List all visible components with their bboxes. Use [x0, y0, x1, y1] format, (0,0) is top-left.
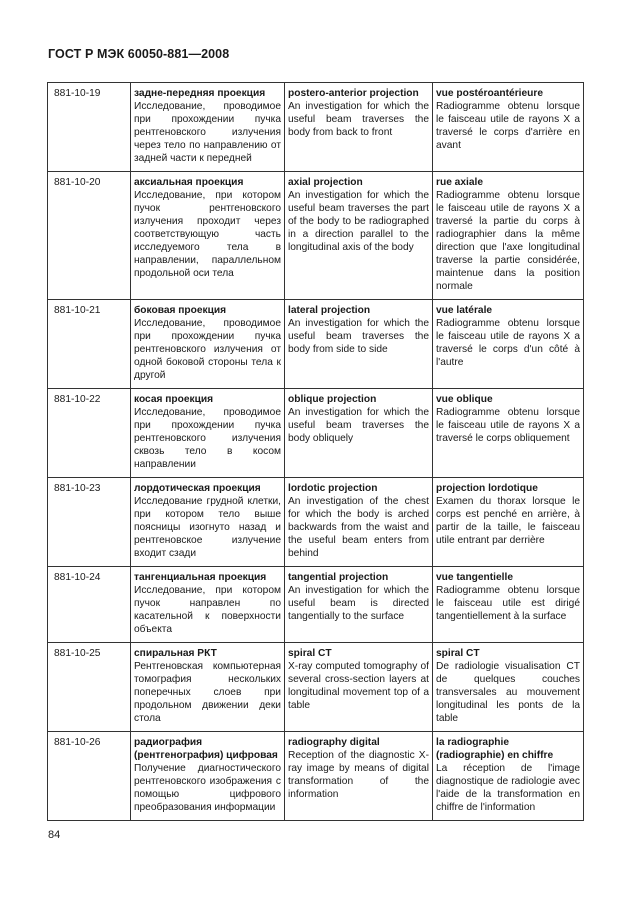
- english-term: axial projection: [288, 177, 363, 188]
- english-term: oblique projection: [288, 394, 377, 405]
- russian-definition: Исследование, проводимое при прохождении пучка рентгеновского излучения от одной боковой стороны тела к другой: [134, 318, 281, 381]
- french-definition: Examen du thorax lorsque le corps est penché en arrière, à partir de la taille, le faisceau utile entrant par derrière: [436, 496, 580, 546]
- russian-term-cell: [131, 389, 285, 478]
- english-term-cell: [285, 567, 433, 643]
- english-definition: An investigation for which the useful beam traverses the part of the body to be radiographed in a direction parallel to the longitudinal axis of the body: [288, 190, 429, 253]
- russian-definition: Исследование, проводимое при прохождении пучка рентгеновского излучения сквозь тело в косом направлении: [134, 407, 281, 470]
- french-term-cell: [433, 300, 584, 389]
- table-row: [48, 567, 584, 643]
- term-number: 881-10-24: [54, 572, 101, 583]
- french-definition: Radiogramme obtenu lorsque le faisceau utile de rayons X a traversé la partie du corps à radiographier dans la même direction que l'axe longitudinal traverse la partie considérée, maintenue dans la position normale: [436, 190, 580, 292]
- russian-term-cell: [131, 83, 285, 172]
- french-definition: Radiogramme obtenu lorsque le faisceau utile de rayons X a traversé le corps d'un côté à l'autre: [436, 318, 580, 368]
- table-row: [48, 732, 584, 821]
- french-term: vue oblique: [436, 394, 493, 405]
- english-definition: An investigation of the chest for which the body is arched backwards from the waist and the useful beam enters from behind: [288, 496, 429, 559]
- table-row: [48, 300, 584, 389]
- term-number-cell: [48, 389, 131, 478]
- term-number-cell: [48, 300, 131, 389]
- table-row: [48, 172, 584, 300]
- russian-term: боковая проекция: [134, 305, 227, 316]
- table-row: [48, 389, 584, 478]
- russian-term-cell: [131, 643, 285, 732]
- russian-term-cell: [131, 478, 285, 567]
- english-term: lordotic projection: [288, 483, 378, 494]
- french-term-cell: [433, 732, 584, 821]
- english-term: radiography digital: [288, 737, 380, 748]
- french-definition: Radiogramme obtenu lorsque le faisceau utile de rayons X a traversé le corps obliquement: [436, 407, 580, 444]
- terms-table-body: [48, 83, 584, 821]
- term-number: 881-10-21: [54, 305, 101, 316]
- term-number: 881-10-26: [54, 737, 101, 748]
- russian-term: косая проекция: [134, 394, 214, 405]
- russian-term-cell: [131, 300, 285, 389]
- terms-table: [47, 82, 584, 821]
- english-term-cell: [285, 300, 433, 389]
- french-term: rue axiale: [436, 177, 484, 188]
- term-number: 881-10-20: [54, 177, 101, 188]
- table-row: [48, 83, 584, 172]
- russian-term: аксиальная проекция: [134, 177, 244, 188]
- french-term-cell: [433, 567, 584, 643]
- english-term-cell: [285, 643, 433, 732]
- russian-term-cell: [131, 172, 285, 300]
- term-number: 881-10-22: [54, 394, 101, 405]
- french-term: vue latérale: [436, 305, 493, 316]
- english-term-cell: [285, 172, 433, 300]
- english-definition: An investigation for which the useful beam traverses the body from back to front: [288, 101, 429, 138]
- term-number-cell: [48, 567, 131, 643]
- english-term: postero-anterior projection: [288, 88, 419, 99]
- term-number-cell: [48, 643, 131, 732]
- french-term-cell: [433, 83, 584, 172]
- english-term: lateral projection: [288, 305, 371, 316]
- term-number: 881-10-23: [54, 483, 101, 494]
- french-definition: Radiogramme obtenu lorsque le faisceau utile de rayons X a traversé le corps d'arrière en avant: [436, 101, 580, 151]
- english-term: spiral CT: [288, 648, 332, 659]
- english-definition: Reception of the diagnostic X-ray image by means of digital transformation of the information: [288, 750, 429, 800]
- english-term-cell: [285, 478, 433, 567]
- russian-term-cell: [131, 732, 285, 821]
- russian-term: тангенциальная проекция: [134, 572, 267, 583]
- french-term-cell: [433, 478, 584, 567]
- table-row: [48, 478, 584, 567]
- french-term: vue postéroantérieure: [436, 88, 544, 99]
- russian-term: радиография (рентгенография) цифровая: [134, 737, 278, 761]
- english-definition: X-ray computed tomography of several cross-section layers at longitudinal movement top of a table: [288, 661, 429, 711]
- russian-definition: Исследование, при котором пучок направлен по касательной к поверхности объекта: [134, 585, 281, 635]
- russian-definition: Получение диагностического рентгеновского изображения с помощью цифрового преобразования информации: [134, 763, 281, 813]
- english-term-cell: [285, 389, 433, 478]
- french-term-cell: [433, 389, 584, 478]
- russian-term: лордотическая проекция: [134, 483, 261, 494]
- table-row: [48, 643, 584, 732]
- french-definition: La réception de l'image diagnostique de radiologie avec l'aide de la transformation en chiffre de l'information: [436, 763, 580, 813]
- french-term: la radiographie (radiographie) en chiffre: [436, 737, 554, 761]
- french-definition: De radiologie visualisation CT de quelques couches transversales au mouvement longitudinal les ponts de la table: [436, 661, 580, 724]
- english-term: tangential projection: [288, 572, 389, 583]
- french-term: projection lordotique: [436, 483, 538, 494]
- russian-definition: Рентгеновская компьютерная томография нескольких поперечных слоев при продольном движении деки стола: [134, 661, 281, 724]
- russian-term-cell: [131, 567, 285, 643]
- page-number: 84: [48, 829, 61, 841]
- term-number: 881-10-25: [54, 648, 101, 659]
- term-number-cell: [48, 478, 131, 567]
- french-term-cell: [433, 643, 584, 732]
- russian-definition: Исследование, при котором пучок рентгеновского излучения проходит через соответствующую часть исследуемого тела в направлении, параллельном продольной оси тела: [134, 190, 281, 279]
- document-header: ГОСТ Р МЭК 60050-881—2008: [48, 47, 230, 61]
- english-term-cell: [285, 83, 433, 172]
- term-number: 881-10-19: [54, 88, 101, 99]
- term-number-cell: [48, 83, 131, 172]
- french-term: vue tangentielle: [436, 572, 513, 583]
- english-term-cell: [285, 732, 433, 821]
- english-definition: An investigation for which the useful beam traverses the body from side to side: [288, 318, 429, 355]
- english-definition: An investigation for which the useful beam traverses the body obliquely: [288, 407, 429, 444]
- russian-definition: Исследование, проводимое при прохождении пучка рентгеновского излучения через тело по направлению от задней части к передней: [134, 101, 281, 164]
- russian-term: спиральная РКТ: [134, 648, 217, 659]
- french-term: spiral CT: [436, 648, 480, 659]
- term-number-cell: [48, 172, 131, 300]
- english-definition: An investigation for which the useful beam is directed tangentially to the surface: [288, 585, 429, 622]
- term-number-cell: [48, 732, 131, 821]
- russian-definition: Исследование грудной клетки, при котором тело выше поясницы изогнуто назад и рентгеновское излучение входит сзади: [134, 496, 281, 559]
- french-term-cell: [433, 172, 584, 300]
- french-definition: Radiogramme obtenu lorsque le faisceau utile est dirigé tangentiellement à la surface: [436, 585, 580, 622]
- russian-term: задне-передняя проекция: [134, 88, 266, 99]
